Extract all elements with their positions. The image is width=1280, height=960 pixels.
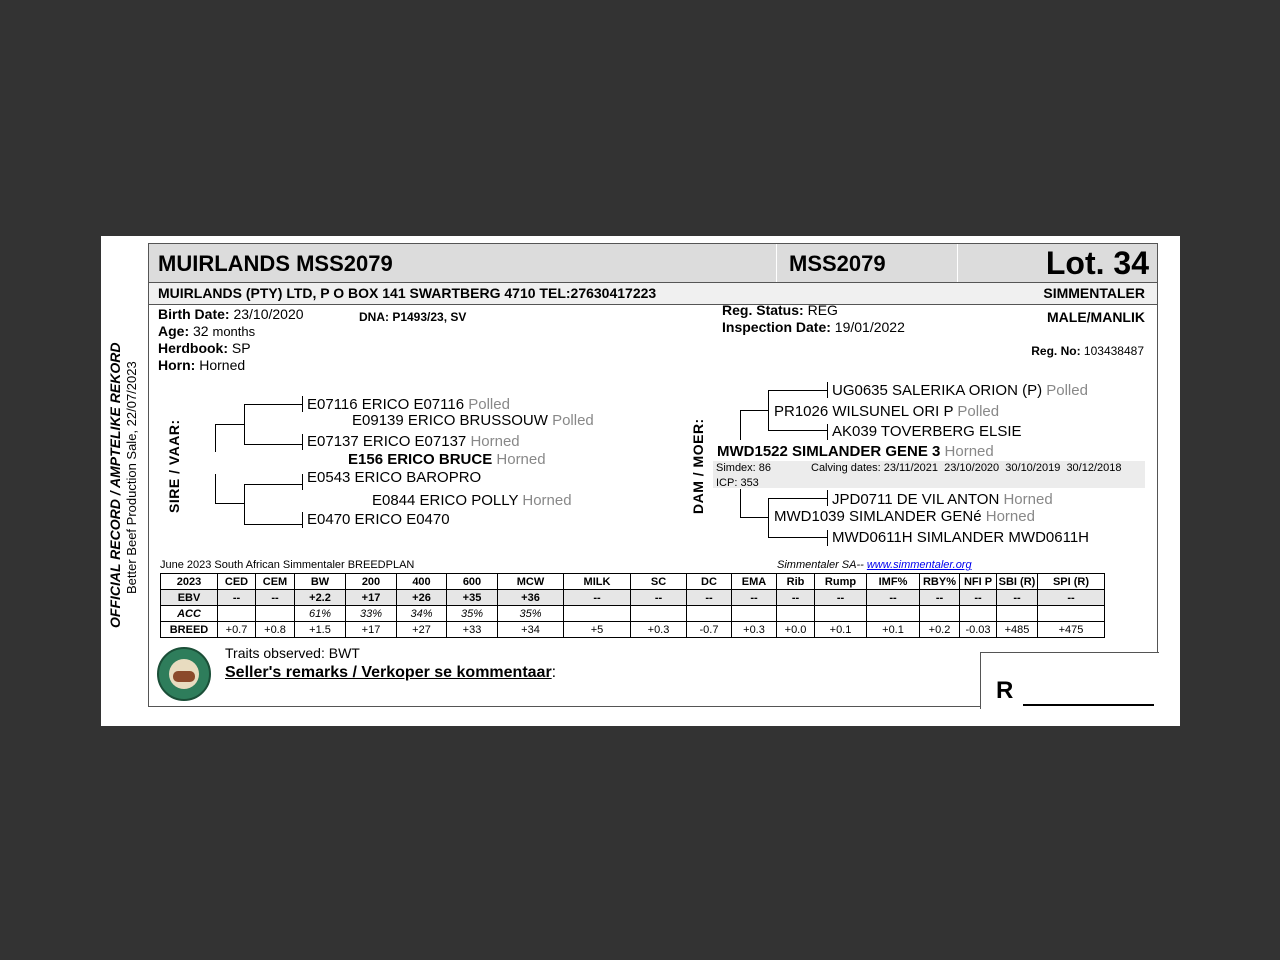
dam-dam: MWD1039 SIMLANDER GENé Horned (774, 508, 1035, 525)
table-cell: -- (732, 590, 777, 606)
sex-label: MALE/MANLIK (1047, 309, 1145, 325)
inspection-date: Inspection Date: 19/01/2022 (722, 319, 905, 335)
table-cell: BW (295, 574, 346, 590)
dam-label: DAM / MOER: (690, 418, 706, 514)
table-cell (687, 606, 732, 622)
owner-address: MUIRLANDS (PTY) LTD, P O BOX 141 SWARTBERG 4710 TEL:27630417223 (158, 285, 657, 301)
table-cell (920, 606, 960, 622)
table-cell: +2.2 (295, 590, 346, 606)
ebv-header-row (161, 574, 1105, 590)
sire-sire: E09139 ERICO BRUSSOUW Polled (352, 412, 594, 429)
table-cell: -- (631, 590, 687, 606)
sire-dam-sire: E0543 ERICO BAROPRO (307, 469, 482, 486)
sale-label: Better Beef Production Sale, 22/07/2023 (124, 361, 139, 594)
table-cell: 600 (447, 574, 498, 590)
dam-sire: PR1026 WILSUNEL ORI P Polled (774, 403, 1000, 420)
dna-label: DNA: P1493/23, SV (359, 310, 467, 324)
sire-sire-sire: E07116 ERICO E07116 Polled (307, 396, 510, 413)
table-cell: +0.3 (631, 622, 687, 638)
dam-dam-sire: JPD0711 DE VIL ANTON Horned (832, 491, 1053, 508)
table-cell: SPI (R) (1038, 574, 1105, 590)
sire-dam: E0844 ERICO POLLY Horned (372, 492, 572, 509)
breedplan-title: June 2023 South African Simmentaler BREEDPLAN (160, 559, 415, 571)
table-cell: EBV (161, 590, 218, 606)
table-cell: -- (777, 590, 815, 606)
table-cell: EMA (732, 574, 777, 590)
table-cell: 35% (498, 606, 564, 622)
table-cell (218, 606, 256, 622)
table-cell: +17 (346, 622, 397, 638)
table-cell: -- (218, 590, 256, 606)
table-cell: +0.8 (256, 622, 295, 638)
herdbook: Herdbook: SP (158, 340, 251, 356)
table-cell: -- (1038, 590, 1105, 606)
table-cell: +34 (498, 622, 564, 638)
sellers-remarks: Seller's remarks / Verkoper se kommentaar: (225, 664, 557, 681)
table-cell: -- (687, 590, 732, 606)
header-bar (149, 244, 1157, 283)
animal-id: MSS2079 (789, 251, 886, 276)
age: Age: 32 months (158, 323, 256, 339)
table-cell: BREED (161, 622, 218, 638)
table-cell: +475 (1038, 622, 1105, 638)
table-cell: +0.2 (920, 622, 960, 638)
sire-sire-dam: E07137 ERICO E07137 Horned (307, 433, 520, 450)
table-cell: 34% (397, 606, 447, 622)
table-cell: 400 (397, 574, 447, 590)
table-cell: -- (960, 590, 997, 606)
table-cell: -- (867, 590, 920, 606)
dam-name: MWD1522 SIMLANDER GENE 3 Horned (717, 443, 994, 460)
sire-dam-dam: E0470 ERICO E0470 (307, 511, 450, 528)
table-cell: +0.7 (218, 622, 256, 638)
table-cell: +27 (397, 622, 447, 638)
ebv-row (161, 590, 1105, 606)
table-cell: +0.3 (732, 622, 777, 638)
table-cell: MCW (498, 574, 564, 590)
table-cell (815, 606, 867, 622)
r-label: R (996, 677, 1014, 704)
table-cell (1038, 606, 1105, 622)
table-cell: -- (815, 590, 867, 606)
table-cell: +485 (997, 622, 1038, 638)
table-cell: +0.1 (815, 622, 867, 638)
table-cell: +26 (397, 590, 447, 606)
table-cell: IMF% (867, 574, 920, 590)
table-cell: +33 (447, 622, 498, 638)
horn-status: Horn: Horned (158, 357, 246, 373)
price-box (980, 652, 1159, 709)
table-cell (732, 606, 777, 622)
table-cell: +35 (447, 590, 498, 606)
table-cell: +1.5 (295, 622, 346, 638)
table-cell: -- (564, 590, 631, 606)
table-cell: Rib (777, 574, 815, 590)
cattle-icon (173, 671, 195, 682)
table-cell: -- (256, 590, 295, 606)
table-cell (867, 606, 920, 622)
dam-dam-dam: MWD0611H SIMLANDER MWD0611H (832, 529, 1089, 546)
table-cell: 61% (295, 606, 346, 622)
table-cell (256, 606, 295, 622)
dam-sire-sire: UG0635 SALERIKA ORION (P) Polled (832, 382, 1088, 399)
price-line[interactable] (1023, 704, 1154, 706)
breed-row (161, 622, 1105, 638)
table-cell: 200 (346, 574, 397, 590)
table-cell (631, 606, 687, 622)
table-cell: +0.0 (777, 622, 815, 638)
table-cell: DC (687, 574, 732, 590)
table-cell: +5 (564, 622, 631, 638)
owner-row (149, 283, 1157, 305)
ebv-table (160, 573, 1105, 638)
table-cell (960, 606, 997, 622)
table-cell (777, 606, 815, 622)
table-cell: ACC (161, 606, 218, 622)
table-cell: -0.7 (687, 622, 732, 638)
breed-label: SIMMENTALER (1043, 285, 1145, 301)
table-cell: -- (997, 590, 1038, 606)
table-cell (997, 606, 1038, 622)
icp: ICP: 353 (716, 477, 759, 489)
reg-number: Reg. No: 103438487 (1031, 344, 1144, 358)
table-cell: 35% (447, 606, 498, 622)
table-cell: SC (631, 574, 687, 590)
table-cell: 33% (346, 606, 397, 622)
official-record-label: OFFICIAL RECORD / AMPTELIKE REKORD (107, 342, 123, 628)
sire-label: SIRE / VAAR: (166, 419, 182, 513)
table-cell: Rump (815, 574, 867, 590)
table-cell: CED (218, 574, 256, 590)
table-cell: SBI (R) (997, 574, 1038, 590)
calving-dates: Calving dates: 23/11/2021 23/10/2020 30/10/2019 30/12/2018 (811, 462, 1122, 474)
reg-status: Reg. Status: REG (722, 302, 838, 318)
birth-date: Birth Date: 23/10/2020 (158, 306, 304, 322)
society-logo (157, 647, 211, 701)
table-cell: -- (920, 590, 960, 606)
table-cell: 2023 (161, 574, 218, 590)
lot-number: Lot. 34 (1045, 245, 1149, 281)
animal-name: MUIRLANDS MSS2079 (158, 251, 393, 276)
table-cell: RBY% (920, 574, 960, 590)
table-cell: CEM (256, 574, 295, 590)
table-cell: +0.1 (867, 622, 920, 638)
society-link-row: Simmentaler SA-- www.simmentaler.org (777, 559, 972, 571)
acc-row (161, 606, 1105, 622)
ebv-table-body (161, 574, 1105, 638)
dam-sire-dam: AK039 TOVERBERG ELSIE (832, 423, 1022, 440)
table-cell: +17 (346, 590, 397, 606)
sire-name: E156 ERICO BRUCE Horned (348, 451, 546, 468)
table-cell (564, 606, 631, 622)
simdex: Simdex: 86 (716, 462, 772, 474)
table-cell: -0.03 (960, 622, 997, 638)
table-cell: +36 (498, 590, 564, 606)
traits-observed: Traits observed: BWT (225, 645, 360, 661)
table-cell: NFI P (960, 574, 997, 590)
table-cell: MILK (564, 574, 631, 590)
society-link[interactable]: www.simmentaler.org (866, 559, 972, 571)
